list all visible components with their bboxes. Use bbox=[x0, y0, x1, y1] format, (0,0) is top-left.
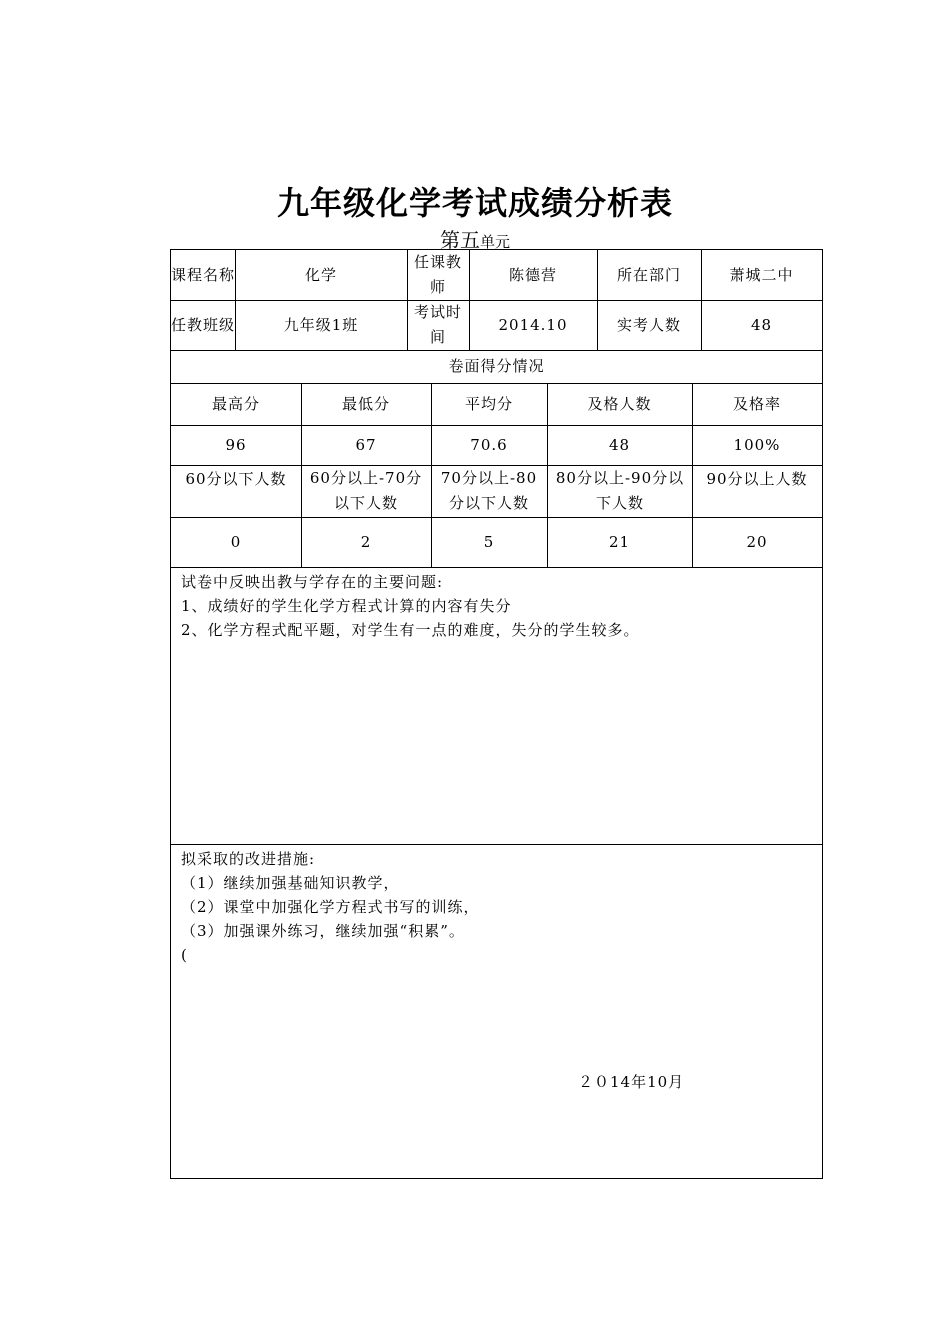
distribution-header: 60分以上-70分以下人数 bbox=[309, 469, 423, 512]
problem-item: 1、成绩好的学生化学方程式计算的内容有失分 bbox=[181, 597, 512, 615]
page-title: 九年级化学考试成绩分析表 bbox=[276, 184, 673, 222]
measures-section bbox=[181, 847, 480, 967]
distribution-value: 21 bbox=[608, 532, 631, 551]
measure-item: （2）课堂中加强化学方程式书写的训练， bbox=[181, 898, 480, 916]
stats-header: 最高分 bbox=[211, 394, 260, 413]
problems-heading: 试卷中反映出教与学存在的主要问题: bbox=[181, 573, 444, 591]
class-value: 九年级1班 bbox=[283, 315, 359, 334]
distribution-value: 20 bbox=[746, 532, 768, 551]
stats-header: 及格率 bbox=[732, 394, 781, 413]
section-title: 卷面得分情况 bbox=[448, 357, 545, 375]
problem-item: 2、化学方程式配平题，对学生有一点的难度，失分的学生较多。 bbox=[181, 621, 640, 639]
report-date: ２０14年10月 bbox=[578, 1073, 685, 1091]
distribution-value: 2 bbox=[360, 532, 372, 551]
unit-number: 第五 bbox=[439, 228, 480, 252]
distribution-value: 5 bbox=[483, 532, 495, 551]
measure-item: ( bbox=[181, 946, 188, 964]
stats-value: 48 bbox=[608, 435, 631, 454]
stats-header: 及格人数 bbox=[587, 394, 652, 413]
exam-time-value: 2014.10 bbox=[498, 315, 568, 334]
analysis-table bbox=[170, 249, 823, 1179]
stats-value: 96 bbox=[225, 435, 247, 454]
distribution-header: 90分以上人数 bbox=[706, 470, 808, 488]
stats-value: 67 bbox=[355, 435, 377, 454]
distribution-header: 80分以上-90分以下人数 bbox=[555, 469, 685, 512]
teacher-value: 陈德营 bbox=[508, 265, 557, 284]
stats-header: 最低分 bbox=[341, 394, 390, 413]
distribution-header: 70分以上-80分以下人数 bbox=[440, 469, 538, 512]
stats-header: 平均分 bbox=[464, 394, 513, 413]
exam-time-label: 考试时间 bbox=[413, 303, 462, 346]
distribution-value: 0 bbox=[230, 532, 242, 551]
stats-value: 70.6 bbox=[470, 435, 508, 454]
measure-item: （3）加强课外练习，继续加强“积累”。 bbox=[181, 922, 465, 940]
department-value: 萧城二中 bbox=[729, 265, 794, 284]
measures-heading: 拟采取的改进措施: bbox=[181, 850, 316, 868]
measure-item: （1）继续加强基础知识教学， bbox=[181, 874, 400, 892]
examinees-label: 实考人数 bbox=[616, 315, 681, 334]
class-label: 任教班级 bbox=[171, 315, 236, 334]
unit-label: 单元 bbox=[479, 233, 510, 251]
distribution-header: 60分以下人数 bbox=[185, 470, 287, 488]
problems-section bbox=[181, 570, 640, 642]
stats-value: 100% bbox=[733, 435, 781, 454]
course-value: 化学 bbox=[304, 265, 337, 284]
course-label: 课程名称 bbox=[171, 265, 236, 284]
examinees-value: 48 bbox=[750, 315, 773, 334]
department-label: 所在部门 bbox=[616, 265, 681, 284]
teacher-label: 任课教师 bbox=[413, 253, 462, 296]
